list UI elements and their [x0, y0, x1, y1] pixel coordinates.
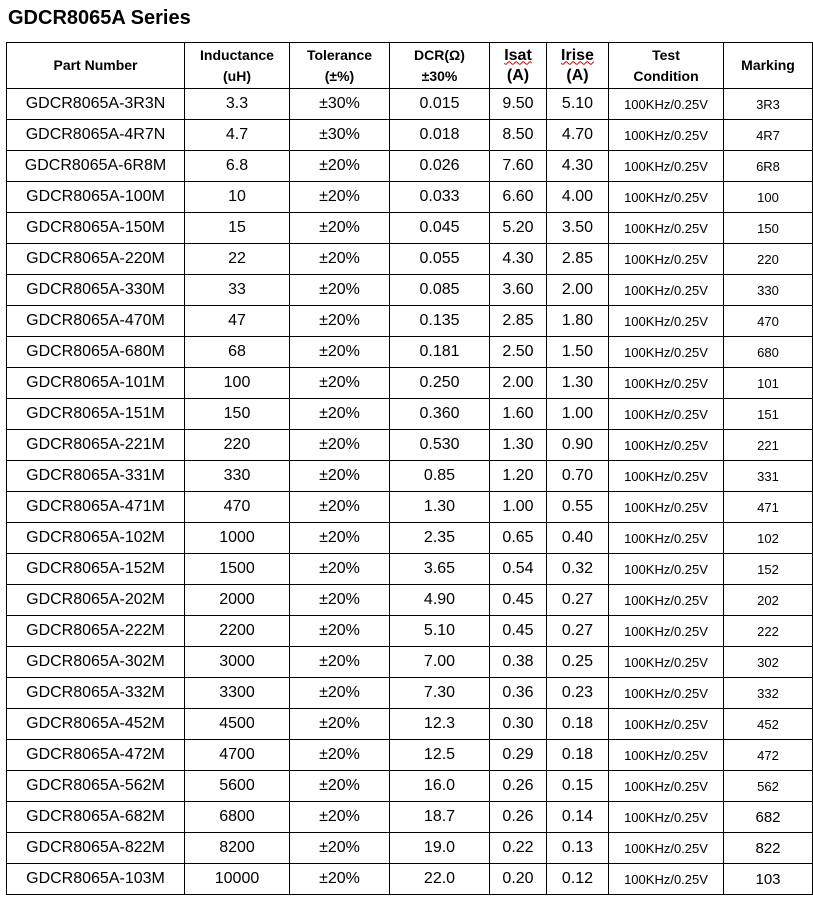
- cell-dcr: 2.35: [390, 523, 490, 554]
- cell-test-condition: 100KHz/0.25V: [609, 89, 724, 120]
- cell-inductance: 47: [185, 306, 290, 337]
- cell-inductance: 6800: [185, 802, 290, 833]
- cell-isat: 1.30: [490, 430, 547, 461]
- cell-irise: 1.80: [547, 306, 609, 337]
- cell-isat: 0.26: [490, 771, 547, 802]
- cell-part-number: GDCR8065A-103M: [7, 864, 185, 895]
- cell-isat: 1.20: [490, 461, 547, 492]
- cell-marking: 103: [724, 864, 813, 895]
- cell-isat: 0.29: [490, 740, 547, 771]
- cell-test-condition: 100KHz/0.25V: [609, 678, 724, 709]
- cell-dcr: 0.360: [390, 399, 490, 430]
- cell-inductance: 150: [185, 399, 290, 430]
- cell-irise: 0.70: [547, 461, 609, 492]
- cell-inductance: 68: [185, 337, 290, 368]
- cell-isat: 2.50: [490, 337, 547, 368]
- cell-inductance: 2200: [185, 616, 290, 647]
- header-dcr: DCR(Ω) ±30%: [390, 43, 490, 89]
- cell-part-number: GDCR8065A-222M: [7, 616, 185, 647]
- cell-part-number: GDCR8065A-452M: [7, 709, 185, 740]
- header-isat: Isat (A): [490, 43, 547, 89]
- cell-isat: 0.22: [490, 833, 547, 864]
- cell-part-number: GDCR8065A-330M: [7, 275, 185, 306]
- cell-test-condition: 100KHz/0.25V: [609, 740, 724, 771]
- cell-part-number: GDCR8065A-151M: [7, 399, 185, 430]
- cell-test-condition: 100KHz/0.25V: [609, 368, 724, 399]
- table-row: [7, 833, 813, 864]
- cell-irise: 0.12: [547, 864, 609, 895]
- cell-tolerance: ±20%: [290, 399, 390, 430]
- cell-part-number: GDCR8065A-332M: [7, 678, 185, 709]
- cell-tolerance: ±20%: [290, 833, 390, 864]
- cell-dcr: 0.085: [390, 275, 490, 306]
- cell-dcr: 22.0: [390, 864, 490, 895]
- table-body: [7, 89, 813, 895]
- cell-tolerance: ±20%: [290, 151, 390, 182]
- cell-marking: 202: [724, 585, 813, 616]
- cell-dcr: 0.026: [390, 151, 490, 182]
- table-row: [7, 678, 813, 709]
- cell-inductance: 4.7: [185, 120, 290, 151]
- cell-tolerance: ±20%: [290, 368, 390, 399]
- cell-irise: 1.50: [547, 337, 609, 368]
- cell-tolerance: ±20%: [290, 864, 390, 895]
- cell-isat: 7.60: [490, 151, 547, 182]
- cell-tolerance: ±20%: [290, 740, 390, 771]
- cell-irise: 0.14: [547, 802, 609, 833]
- cell-isat: 0.20: [490, 864, 547, 895]
- cell-inductance: 100: [185, 368, 290, 399]
- cell-isat: 3.60: [490, 275, 547, 306]
- header-row: [7, 43, 813, 89]
- cell-tolerance: ±20%: [290, 585, 390, 616]
- cell-part-number: GDCR8065A-562M: [7, 771, 185, 802]
- cell-part-number: GDCR8065A-302M: [7, 647, 185, 678]
- cell-irise: 0.15: [547, 771, 609, 802]
- header-test-condition: Test Condition: [609, 43, 724, 89]
- cell-irise: 0.90: [547, 430, 609, 461]
- cell-irise: 0.23: [547, 678, 609, 709]
- cell-test-condition: 100KHz/0.25V: [609, 833, 724, 864]
- cell-part-number: GDCR8065A-680M: [7, 337, 185, 368]
- header-inductance: Inductance (uH): [185, 43, 290, 89]
- cell-irise: 0.13: [547, 833, 609, 864]
- table-row: [7, 616, 813, 647]
- table-row: [7, 182, 813, 213]
- cell-marking: 152: [724, 554, 813, 585]
- cell-tolerance: ±20%: [290, 709, 390, 740]
- cell-test-condition: 100KHz/0.25V: [609, 120, 724, 151]
- table-row: [7, 740, 813, 771]
- cell-dcr: 4.90: [390, 585, 490, 616]
- cell-marking: 331: [724, 461, 813, 492]
- cell-part-number: GDCR8065A-102M: [7, 523, 185, 554]
- cell-tolerance: ±30%: [290, 120, 390, 151]
- cell-part-number: GDCR8065A-202M: [7, 585, 185, 616]
- cell-test-condition: 100KHz/0.25V: [609, 244, 724, 275]
- cell-tolerance: ±20%: [290, 678, 390, 709]
- cell-tolerance: ±20%: [290, 430, 390, 461]
- table-row: [7, 337, 813, 368]
- cell-test-condition: 100KHz/0.25V: [609, 430, 724, 461]
- cell-test-condition: 100KHz/0.25V: [609, 151, 724, 182]
- table-row: [7, 554, 813, 585]
- cell-part-number: GDCR8065A-472M: [7, 740, 185, 771]
- cell-irise: 5.10: [547, 89, 609, 120]
- cell-tolerance: ±20%: [290, 802, 390, 833]
- header-marking: Marking: [724, 43, 813, 89]
- cell-dcr: 19.0: [390, 833, 490, 864]
- cell-inductance: 470: [185, 492, 290, 523]
- cell-irise: 0.25: [547, 647, 609, 678]
- cell-isat: 0.30: [490, 709, 547, 740]
- cell-isat: 0.36: [490, 678, 547, 709]
- cell-isat: 0.38: [490, 647, 547, 678]
- table-row: [7, 213, 813, 244]
- cell-test-condition: 100KHz/0.25V: [609, 337, 724, 368]
- cell-test-condition: 100KHz/0.25V: [609, 647, 724, 678]
- cell-isat: 2.00: [490, 368, 547, 399]
- cell-irise: 0.55: [547, 492, 609, 523]
- cell-irise: 2.00: [547, 275, 609, 306]
- table-row: [7, 244, 813, 275]
- cell-test-condition: 100KHz/0.25V: [609, 709, 724, 740]
- cell-isat: 0.54: [490, 554, 547, 585]
- cell-isat: 1.60: [490, 399, 547, 430]
- cell-test-condition: 100KHz/0.25V: [609, 802, 724, 833]
- cell-marking: 680: [724, 337, 813, 368]
- cell-inductance: 22: [185, 244, 290, 275]
- cell-inductance: 33: [185, 275, 290, 306]
- cell-isat: 0.26: [490, 802, 547, 833]
- table-row: [7, 306, 813, 337]
- cell-part-number: GDCR8065A-471M: [7, 492, 185, 523]
- cell-marking: 562: [724, 771, 813, 802]
- cell-irise: 1.00: [547, 399, 609, 430]
- cell-marking: 100: [724, 182, 813, 213]
- cell-marking: 470: [724, 306, 813, 337]
- table-row: [7, 585, 813, 616]
- cell-marking: 822: [724, 833, 813, 864]
- cell-dcr: 0.85: [390, 461, 490, 492]
- table-row: [7, 120, 813, 151]
- cell-isat: 1.00: [490, 492, 547, 523]
- cell-isat: 9.50: [490, 89, 547, 120]
- table-row: [7, 275, 813, 306]
- cell-marking: 472: [724, 740, 813, 771]
- cell-dcr: 0.135: [390, 306, 490, 337]
- cell-part-number: GDCR8065A-221M: [7, 430, 185, 461]
- cell-inductance: 8200: [185, 833, 290, 864]
- cell-part-number: GDCR8065A-100M: [7, 182, 185, 213]
- cell-isat: 6.60: [490, 182, 547, 213]
- cell-marking: 330: [724, 275, 813, 306]
- cell-inductance: 4500: [185, 709, 290, 740]
- cell-inductance: 10: [185, 182, 290, 213]
- cell-tolerance: ±20%: [290, 182, 390, 213]
- table-row: [7, 430, 813, 461]
- cell-test-condition: 100KHz/0.25V: [609, 306, 724, 337]
- cell-dcr: 0.055: [390, 244, 490, 275]
- table-row: [7, 709, 813, 740]
- cell-test-condition: 100KHz/0.25V: [609, 492, 724, 523]
- cell-dcr: 12.5: [390, 740, 490, 771]
- cell-dcr: 0.033: [390, 182, 490, 213]
- cell-part-number: GDCR8065A-3R3N: [7, 89, 185, 120]
- table-row: [7, 89, 813, 120]
- cell-inductance: 4700: [185, 740, 290, 771]
- table-row: [7, 647, 813, 678]
- cell-marking: 682: [724, 802, 813, 833]
- cell-dcr: 0.250: [390, 368, 490, 399]
- cell-part-number: GDCR8065A-4R7N: [7, 120, 185, 151]
- cell-irise: 0.32: [547, 554, 609, 585]
- cell-isat: 4.30: [490, 244, 547, 275]
- cell-dcr: 0.181: [390, 337, 490, 368]
- header-part-number: Part Number: [7, 43, 185, 89]
- cell-tolerance: ±20%: [290, 337, 390, 368]
- cell-test-condition: 100KHz/0.25V: [609, 461, 724, 492]
- cell-marking: 101: [724, 368, 813, 399]
- cell-inductance: 1000: [185, 523, 290, 554]
- table-row: [7, 461, 813, 492]
- cell-part-number: GDCR8065A-152M: [7, 554, 185, 585]
- cell-part-number: GDCR8065A-6R8M: [7, 151, 185, 182]
- cell-inductance: 3.3: [185, 89, 290, 120]
- cell-dcr: 7.00: [390, 647, 490, 678]
- cell-isat: 0.45: [490, 585, 547, 616]
- cell-irise: 4.70: [547, 120, 609, 151]
- cell-inductance: 330: [185, 461, 290, 492]
- cell-dcr: 3.65: [390, 554, 490, 585]
- cell-inductance: 10000: [185, 864, 290, 895]
- cell-part-number: GDCR8065A-822M: [7, 833, 185, 864]
- cell-tolerance: ±30%: [290, 89, 390, 120]
- cell-dcr: 0.015: [390, 89, 490, 120]
- cell-dcr: 12.3: [390, 709, 490, 740]
- cell-marking: 3R3: [724, 89, 813, 120]
- cell-marking: 150: [724, 213, 813, 244]
- cell-inductance: 1500: [185, 554, 290, 585]
- cell-irise: 0.18: [547, 740, 609, 771]
- cell-marking: 4R7: [724, 120, 813, 151]
- cell-isat: 0.65: [490, 523, 547, 554]
- cell-marking: 471: [724, 492, 813, 523]
- cell-part-number: GDCR8065A-331M: [7, 461, 185, 492]
- cell-part-number: GDCR8065A-101M: [7, 368, 185, 399]
- cell-tolerance: ±20%: [290, 275, 390, 306]
- cell-irise: 2.85: [547, 244, 609, 275]
- cell-isat: 5.20: [490, 213, 547, 244]
- cell-dcr: 0.045: [390, 213, 490, 244]
- cell-inductance: 6.8: [185, 151, 290, 182]
- cell-test-condition: 100KHz/0.25V: [609, 616, 724, 647]
- table-row: [7, 523, 813, 554]
- cell-tolerance: ±20%: [290, 523, 390, 554]
- cell-tolerance: ±20%: [290, 492, 390, 523]
- cell-irise: 4.30: [547, 151, 609, 182]
- cell-dcr: 0.530: [390, 430, 490, 461]
- header-tolerance: Tolerance (±%): [290, 43, 390, 89]
- cell-isat: 8.50: [490, 120, 547, 151]
- cell-irise: 3.50: [547, 213, 609, 244]
- cell-test-condition: 100KHz/0.25V: [609, 864, 724, 895]
- table-row: [7, 771, 813, 802]
- cell-tolerance: ±20%: [290, 461, 390, 492]
- cell-marking: 332: [724, 678, 813, 709]
- cell-marking: 220: [724, 244, 813, 275]
- table-row: [7, 864, 813, 895]
- table-row: [7, 399, 813, 430]
- cell-dcr: 0.018: [390, 120, 490, 151]
- header-irise: Irise (A): [547, 43, 609, 89]
- cell-test-condition: 100KHz/0.25V: [609, 275, 724, 306]
- cell-tolerance: ±20%: [290, 554, 390, 585]
- cell-dcr: 18.7: [390, 802, 490, 833]
- cell-part-number: GDCR8065A-682M: [7, 802, 185, 833]
- cell-tolerance: ±20%: [290, 647, 390, 678]
- cell-tolerance: ±20%: [290, 306, 390, 337]
- cell-dcr: 16.0: [390, 771, 490, 802]
- cell-inductance: 220: [185, 430, 290, 461]
- cell-dcr: 1.30: [390, 492, 490, 523]
- cell-tolerance: ±20%: [290, 244, 390, 275]
- cell-part-number: GDCR8065A-150M: [7, 213, 185, 244]
- page-title: GDCR8065A Series: [8, 7, 191, 29]
- cell-irise: 0.18: [547, 709, 609, 740]
- cell-part-number: GDCR8065A-470M: [7, 306, 185, 337]
- cell-inductance: 15: [185, 213, 290, 244]
- cell-marking: 452: [724, 709, 813, 740]
- spec-table: [6, 42, 813, 895]
- cell-irise: 0.27: [547, 585, 609, 616]
- cell-marking: 302: [724, 647, 813, 678]
- cell-inductance: 5600: [185, 771, 290, 802]
- cell-test-condition: 100KHz/0.25V: [609, 182, 724, 213]
- cell-inductance: 2000: [185, 585, 290, 616]
- cell-dcr: 7.30: [390, 678, 490, 709]
- table-row: [7, 368, 813, 399]
- cell-tolerance: ±20%: [290, 616, 390, 647]
- cell-irise: 4.00: [547, 182, 609, 213]
- table-row: [7, 151, 813, 182]
- cell-marking: 222: [724, 616, 813, 647]
- cell-isat: 0.45: [490, 616, 547, 647]
- cell-test-condition: 100KHz/0.25V: [609, 554, 724, 585]
- cell-irise: 0.27: [547, 616, 609, 647]
- cell-test-condition: 100KHz/0.25V: [609, 585, 724, 616]
- cell-irise: 1.30: [547, 368, 609, 399]
- cell-tolerance: ±20%: [290, 213, 390, 244]
- cell-inductance: 3000: [185, 647, 290, 678]
- cell-marking: 151: [724, 399, 813, 430]
- cell-marking: 6R8: [724, 151, 813, 182]
- cell-marking: 102: [724, 523, 813, 554]
- cell-test-condition: 100KHz/0.25V: [609, 399, 724, 430]
- cell-test-condition: 100KHz/0.25V: [609, 523, 724, 554]
- cell-inductance: 3300: [185, 678, 290, 709]
- cell-marking: 221: [724, 430, 813, 461]
- cell-test-condition: 100KHz/0.25V: [609, 213, 724, 244]
- cell-tolerance: ±20%: [290, 771, 390, 802]
- cell-test-condition: 100KHz/0.25V: [609, 771, 724, 802]
- cell-part-number: GDCR8065A-220M: [7, 244, 185, 275]
- cell-dcr: 5.10: [390, 616, 490, 647]
- table-row: [7, 802, 813, 833]
- table-row: [7, 492, 813, 523]
- cell-isat: 2.85: [490, 306, 547, 337]
- cell-irise: 0.40: [547, 523, 609, 554]
